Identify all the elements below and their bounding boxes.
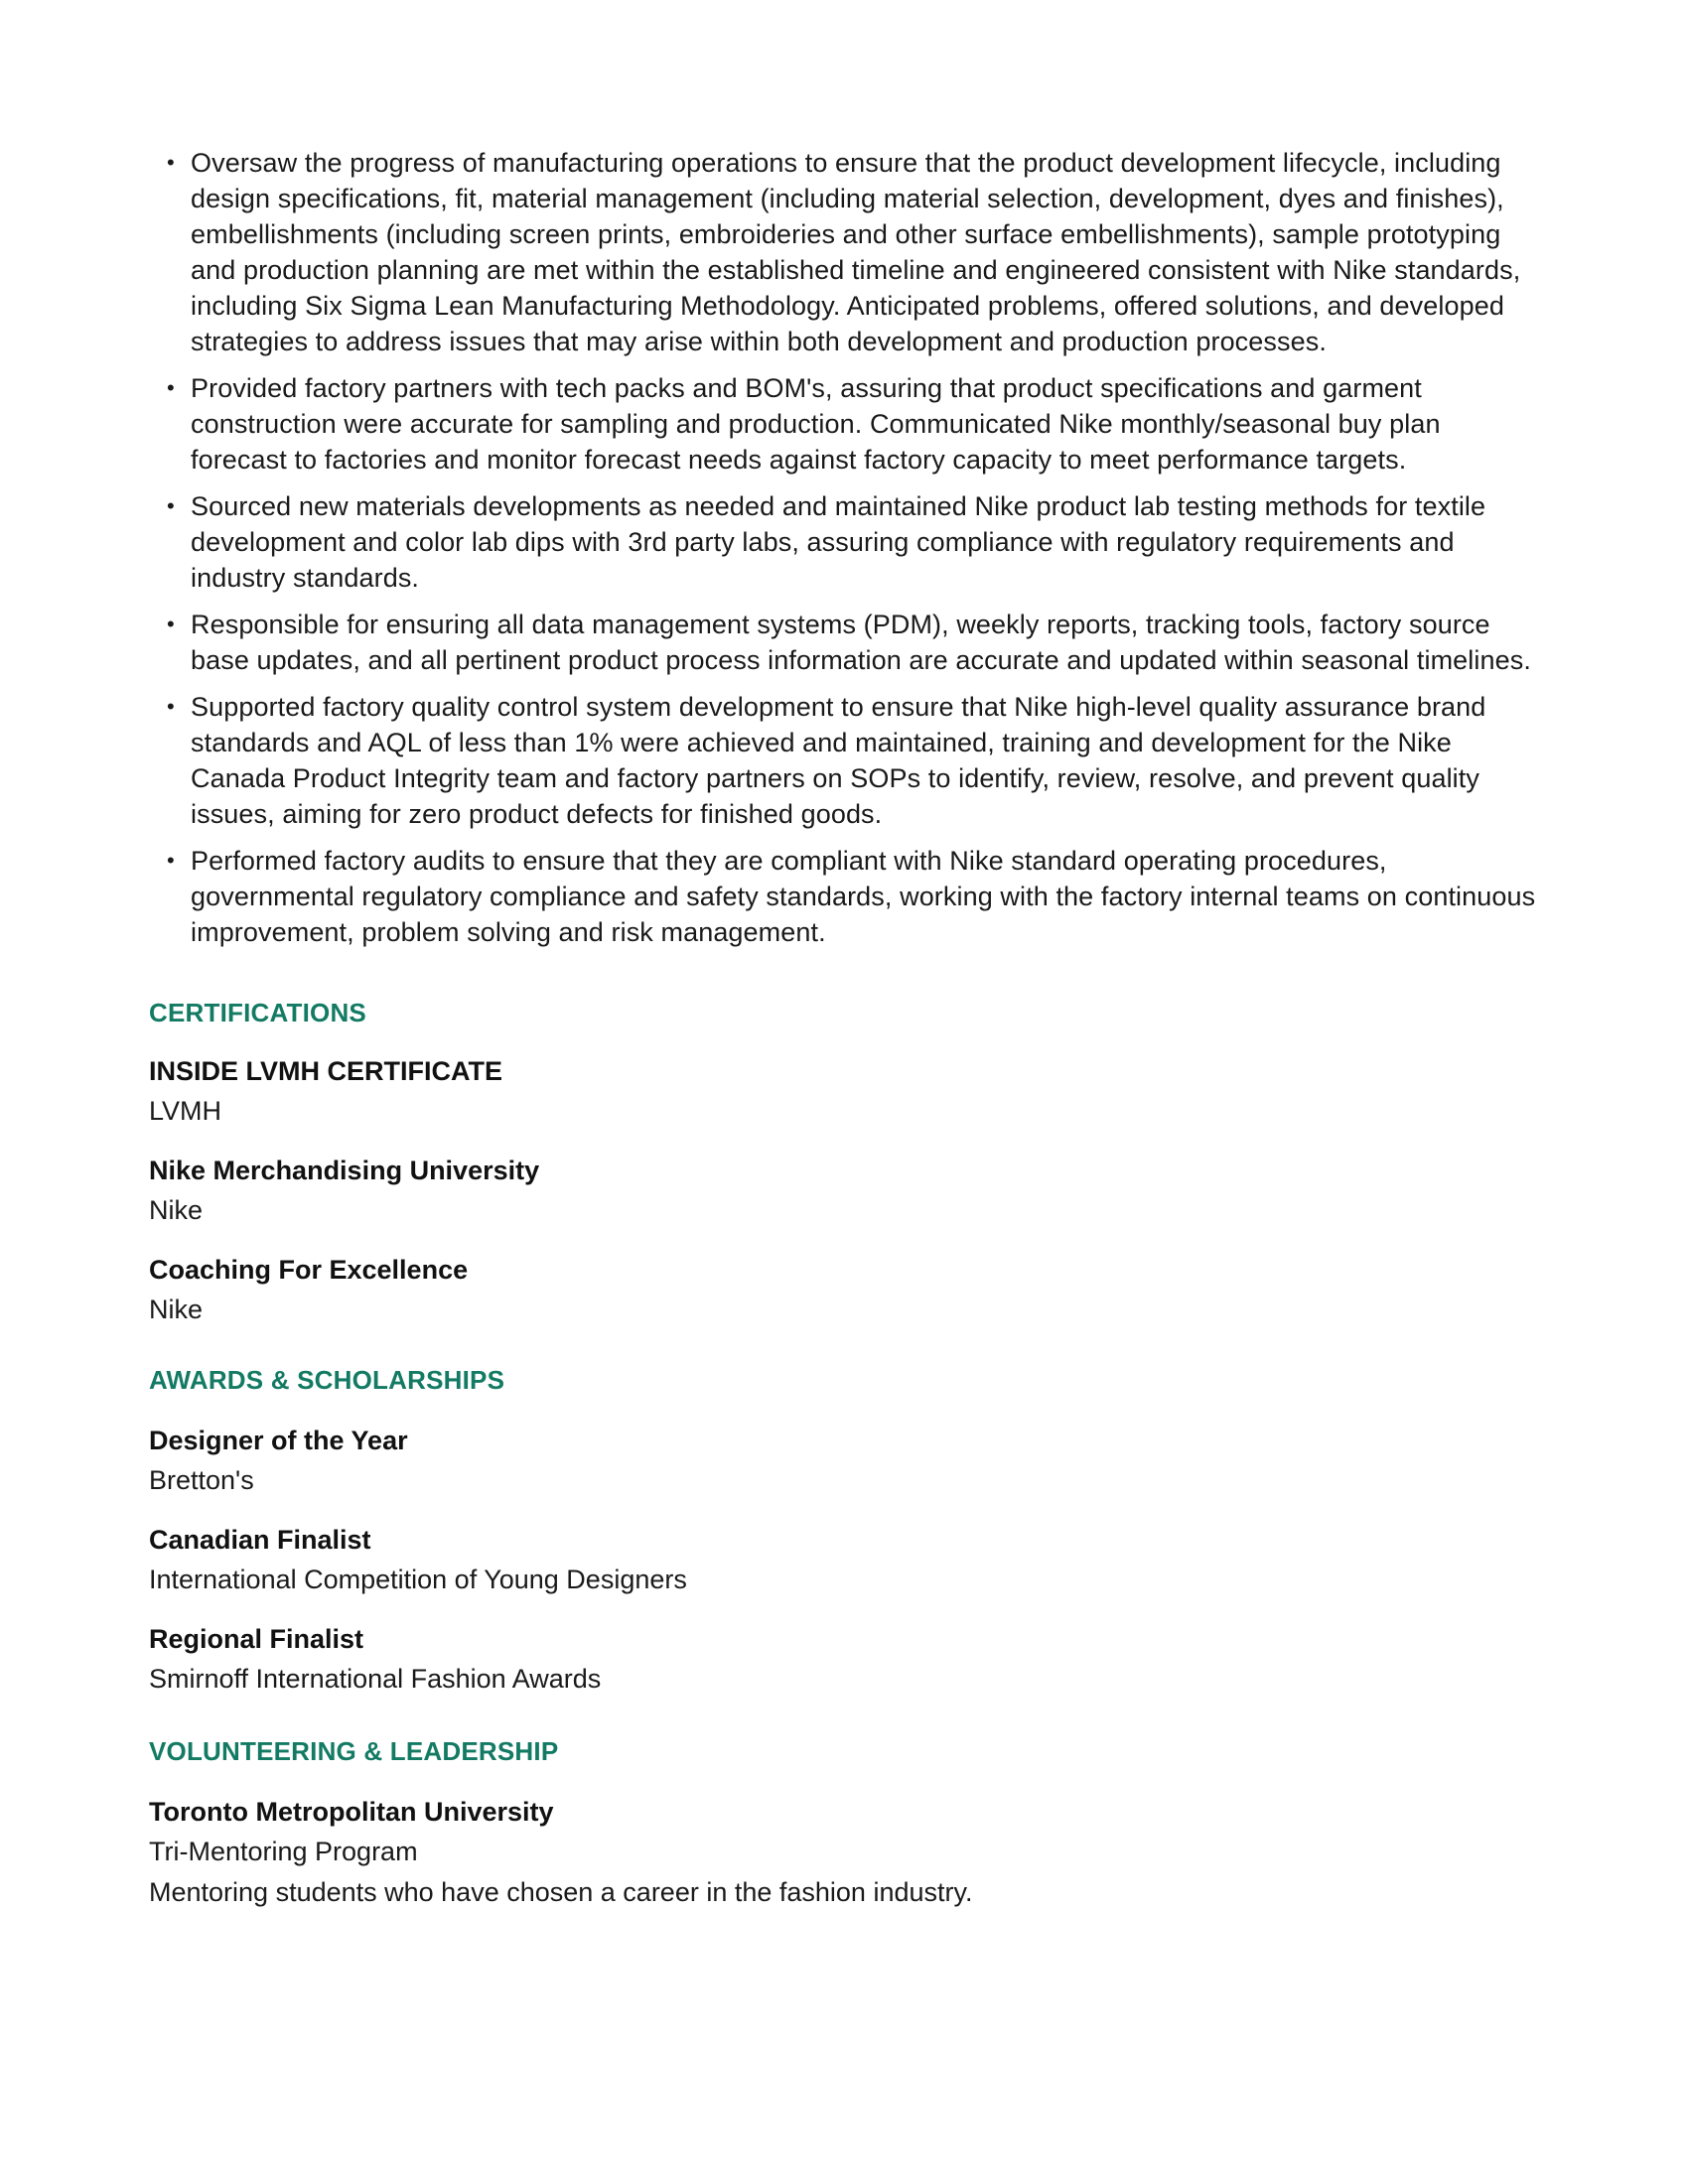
volunteering-entry xyxy=(149,1792,1539,1913)
bullet-item xyxy=(149,370,1539,478)
award-title: Designer of the Year xyxy=(149,1426,408,1455)
award-org: Bretton's xyxy=(149,1465,254,1495)
bullet-text: Performed factory audits to ensure that they are compliant with Nike standard operating procedures, governmental regulatory compliance and safety standards, working with the factory internal teams on continuous improvement, problem solving and risk management. xyxy=(191,846,1536,947)
award-title: Regional Finalist xyxy=(149,1624,364,1654)
experience-bullet-list xyxy=(149,145,1539,950)
award-entry xyxy=(149,1520,1539,1599)
bullet-dot-icon: • xyxy=(167,150,175,175)
bullet-dot-icon: • xyxy=(167,694,175,719)
bullet-text: Provided factory partners with tech packs and BOM's, assuring that product specifications and garment construction were accurate for sampling and production. Communicated Nike monthly/seasonal buy plan forecast to factories and monitor forecast needs against factory capacity to meet performance targets. xyxy=(191,373,1441,475)
certification-entry xyxy=(149,1051,1539,1131)
certification-title: Coaching For Excellence xyxy=(149,1255,469,1285)
bullet-item xyxy=(149,145,1539,359)
bullet-text: Responsible for ensuring all data management systems (PDM), weekly reports, tracking tools, factory source base updates, and all pertinent product process information are accurate and updated within seasonal timelines. xyxy=(191,610,1531,675)
bullet-text: Oversaw the progress of manufacturing operations to ensure that the product development lifecycle, including design specifications, fit, material management (including material selection, development, dyes and finishes), embellishments (including screen prints, embroideries and other surface embellishments), sample prototyping and production planning are met within the established timeline and engineered consistent with Nike standards, including Six Sigma Lean Manufacturing Methodology. Anticipated problems, offered solutions, and developed strategies to address issues that may arise within both development and production processes. xyxy=(191,148,1521,356)
certification-entry xyxy=(149,1151,1539,1230)
bullet-item xyxy=(149,689,1539,832)
certification-org: Nike xyxy=(149,1295,204,1324)
volunteering-title: Toronto Metropolitan University xyxy=(149,1797,554,1827)
resume-page xyxy=(149,145,1539,1913)
bullet-dot-icon: • xyxy=(167,612,175,636)
bullet-dot-icon: • xyxy=(167,848,175,873)
award-entry xyxy=(149,1421,1539,1500)
certification-title: INSIDE LVMH CERTIFICATE xyxy=(149,1056,502,1086)
certifications-heading: CERTIFICATIONS xyxy=(149,998,366,1027)
award-org: Smirnoff International Fashion Awards xyxy=(149,1664,602,1694)
bullet-item xyxy=(149,843,1539,950)
certification-title: Nike Merchandising University xyxy=(149,1156,540,1185)
volunteering-org: Tri-Mentoring Program xyxy=(149,1837,418,1866)
bullet-text: Supported factory quality control system development to ensure that Nike high-level quality assurance brand standards and AQL of less than 1% were achieved and maintained, training and development for the Nike Canada Product Integrity team and factory partners on SOPs to identify, review, resolve, and prevent quality issues, aiming for zero product defects for finished goods. xyxy=(191,692,1486,829)
bullet-dot-icon: • xyxy=(167,493,175,518)
certification-org: Nike xyxy=(149,1195,204,1225)
bullet-item xyxy=(149,607,1539,678)
award-entry xyxy=(149,1619,1539,1699)
awards-heading: AWARDS & SCHOLARSHIPS xyxy=(149,1365,505,1395)
certification-entry xyxy=(149,1250,1539,1329)
bullet-item xyxy=(149,488,1539,596)
bullet-text: Sourced new materials developments as needed and maintained Nike product lab testing methods for textile development and color lab dips with 3rd party labs, assuring compliance with regulatory requirements and industry standards. xyxy=(191,491,1486,593)
certification-org: LVMH xyxy=(149,1096,222,1126)
volunteering-description: Mentoring students who have chosen a career in the fashion industry. xyxy=(149,1877,973,1907)
award-title: Canadian Finalist xyxy=(149,1525,371,1555)
volunteering-heading: VOLUNTEERING & LEADERSHIP xyxy=(149,1736,559,1766)
bullet-dot-icon: • xyxy=(167,375,175,400)
award-org: International Competition of Young Designers xyxy=(149,1565,687,1594)
